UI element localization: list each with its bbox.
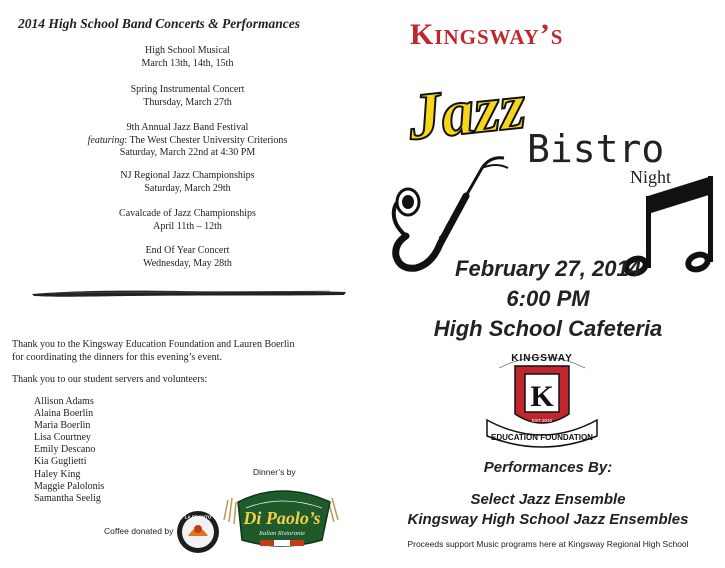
list-item: Lisa Courtney <box>34 432 91 444</box>
dipaolo-name: Di Paolo’s <box>243 508 321 528</box>
jazz-text: Jazz <box>404 69 529 155</box>
event-title: High School Musical <box>145 45 230 56</box>
list-item: Haley King <box>34 468 81 480</box>
list-item: Kia Guglietti <box>34 456 87 468</box>
event-title: Spring Instrumental Concert <box>130 84 245 95</box>
event-jazz-band-festival <box>20 122 355 160</box>
event-end-of-year <box>20 245 355 270</box>
event-title: NJ Regional Jazz Championships <box>120 170 255 181</box>
event-date: Saturday, March 22nd at 4:30 PM <box>119 147 256 158</box>
dinner-credit-label: Dinner’s by <box>253 467 296 477</box>
event-date: April 11th – 12th <box>153 220 222 232</box>
event-date: Saturday, March 29th <box>144 182 231 194</box>
ensemble-select-jazz: Select Jazz Ensemble <box>470 491 626 508</box>
featuring-text: : The West Chester University Criterions <box>124 134 288 146</box>
brand-title: Kingsway’s <box>410 18 564 51</box>
coffee-logo-text: LA PRONTO <box>184 514 212 520</box>
event-spring-instrumental <box>20 84 355 109</box>
thanks-foundation <box>12 339 294 364</box>
education-foundation-logo <box>477 346 607 456</box>
bistro-wordmark: Bistro <box>527 127 665 171</box>
event-title: 9th Annual Jazz Band Festival <box>126 122 249 133</box>
thanks-servers: Thank you to our student servers and volunteers: <box>12 374 208 385</box>
coffee-donor-logo <box>176 510 220 554</box>
night-wordmark: Night <box>630 167 672 187</box>
list-item: Alaina Boerlin <box>34 408 94 420</box>
performances-heading: Performances By: <box>483 459 613 476</box>
event-title: End Of Year Concert <box>145 245 230 256</box>
list-item: Maggie Palolonis <box>34 480 105 492</box>
event-date: Thursday, March 27th <box>143 96 232 108</box>
logo-top-text: KINGSWAY <box>511 353 573 364</box>
event-time-text: 6:00 PM <box>506 286 590 311</box>
event-date: Wednesday, May 28th <box>143 257 232 269</box>
proceeds-note: Proceeds support Music programs here at Kingsway Regional High School <box>407 539 689 549</box>
featuring-label: featuring <box>87 134 125 146</box>
list-item: Allison Adams <box>34 396 94 407</box>
thanks-foundation-line-1: Thank you to the Kingsway Education Foundation and Lauren Boerlin <box>12 339 295 350</box>
dipaolo-subtitle: Italian Ristorante <box>258 530 306 537</box>
thanks-foundation-line-2: for coordinating the dinners for this evening’s event. <box>12 351 222 363</box>
ensemble-high-school-jazz: Kingsway High School Jazz Ensembles <box>407 511 689 528</box>
concert-list-heading: 2014 High School Band Concerts & Performances <box>18 16 301 31</box>
coffee-credit-label: Coffee donated by <box>104 526 174 536</box>
event-high-school-musical <box>20 45 355 70</box>
event-title: Cavalcade of Jazz Championships <box>119 208 256 219</box>
logo-est-text: EST 2010 <box>532 418 552 423</box>
logo-k-letter: K <box>530 380 554 413</box>
event-cavalcade <box>20 208 355 233</box>
logo-bottom-text: EDUCATION FOUNDATION <box>491 433 593 442</box>
list-item: Samantha Seelig <box>34 492 101 504</box>
brush-stroke-divider <box>30 286 348 300</box>
volunteer-list <box>34 396 104 505</box>
event-date: March 13th, 14th, 15th <box>141 57 234 69</box>
event-featuring <box>20 135 355 148</box>
list-item: Emily Descano <box>34 444 96 456</box>
event-location-text: High School Cafeteria <box>433 316 663 341</box>
list-item: Maria Boerlin <box>34 420 91 432</box>
event-nj-regional <box>20 170 355 195</box>
event-date-text: February 27, 2014 <box>455 256 641 281</box>
